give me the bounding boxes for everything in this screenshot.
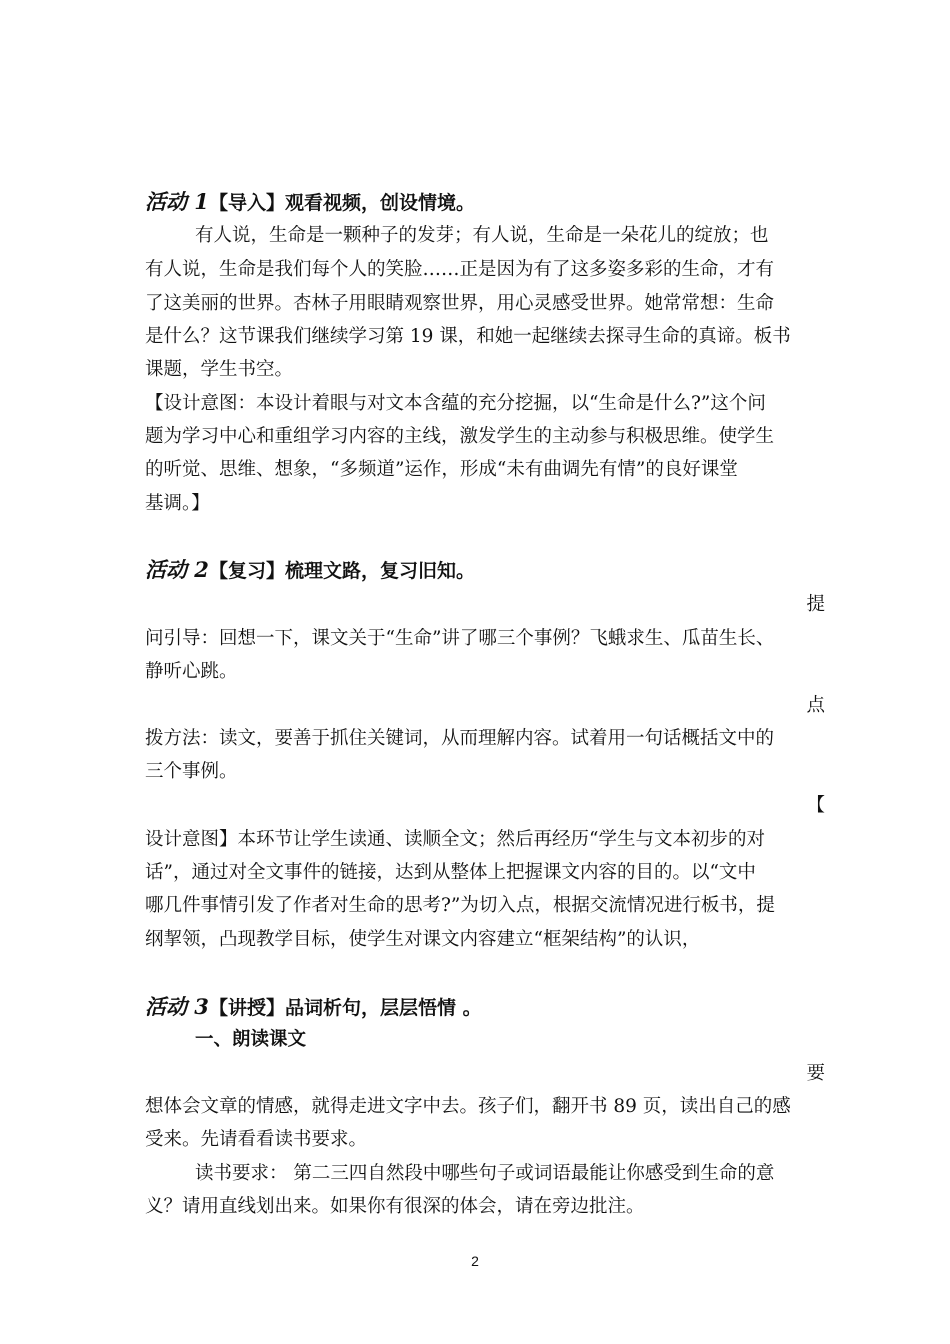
activity2-method-line: 三个事例。 <box>145 761 238 782</box>
activity3-requirement-line: 义？请用直线划出来。如果你有很深的体会，请在旁边批注。 <box>145 1196 645 1217</box>
activity3-reading-line: 受来。先请看看读书要求。 <box>145 1129 368 1150</box>
activity1-para-line: 是什么？这节课我们继续学习第 19 课，和她一起继续去探寻生命的真谛。板书 <box>145 326 791 347</box>
activity1-title: 观看视频，创设情境。 <box>284 192 475 214</box>
activity2-question-start: 提 <box>806 594 825 615</box>
activity1-heading <box>145 188 825 216</box>
activity2-title: 梳理文路，复习旧知。 <box>284 560 475 582</box>
activity2-intent-line: 设计意图】本环节让学生读通、读顺全文；然后再经历“学生与文本初步的对 <box>145 829 765 850</box>
activity1-intent-line: 基调。】 <box>145 493 210 514</box>
activity3-label: 活动 3 <box>145 994 209 1019</box>
activity3-heading <box>145 993 825 1021</box>
activity2-intent-line: 话”，通过对全文事件的链接，达到从整体上把握课文内容的目的。以“文中 <box>145 862 756 883</box>
activity3-tag: 【讲授】 <box>208 997 285 1019</box>
page-number: 2 <box>471 1253 479 1269</box>
activity1-intent-line: 的听觉、思维、想象，“多频道”运作，形成“未有曲调先有情”的良好课堂 <box>145 459 738 480</box>
activity2-intent-line: 纲挈领，凸现教学目标，使学生对课文内容建立“框架结构”的认识， <box>145 929 701 950</box>
activity1-label: 活动 1 <box>145 189 209 214</box>
activity3-reading-line: 想体会文章的情感，就得走进文字中去。孩子们，翻开书 89 页，读出自己的感 <box>145 1096 791 1117</box>
activity3-requirement-line: 读书要求： 第二三四自然段中哪些句子或词语最能让你感受到生命的意 <box>195 1163 775 1184</box>
activity1-para-line: 有人说，生命是一颗种子的发芽；有人说，生命是一朵花儿的绽放；也 <box>195 225 769 246</box>
activity1-intent-line: 【设计意图：本设计着眼与对文本含蕴的充分挖掘，以“生命是什么?”这个问 <box>145 393 766 414</box>
activity2-tag: 【复习】 <box>208 560 285 582</box>
activity2-label: 活动 2 <box>145 557 209 582</box>
activity2-question-line: 问引导：回想一下，课文关于“生命”讲了哪三个事例？飞蛾求生、瓜苗生长、 <box>145 628 775 649</box>
activity3-subheading: 一、朗读课文 <box>195 1029 307 1050</box>
activity1-tag: 【导入】 <box>208 192 285 214</box>
activity2-intent-start: 【 <box>806 795 825 816</box>
activity1-intent-line: 题为学习中心和重组学习内容的主线，激发学生的主动参与积极思维。使学生 <box>145 426 775 447</box>
activity2-method-line: 拨方法：读文，要善于抓住关键词，从而理解内容。试着用一句话概括文中的 <box>145 728 775 749</box>
activity1-para-line: 有人说，生命是我们每个人的笑脸……正是因为有了这多姿多彩的生命，才有 <box>145 259 775 280</box>
activity2-heading <box>145 556 825 584</box>
activity3-reading-start: 要 <box>806 1063 825 1084</box>
activity2-intent-line: 哪几件事情引发了作者对生命的思考?”为切入点，根据交流情况进行板书，提 <box>145 895 775 916</box>
activity1-para-line: 课题，学生书空。 <box>145 359 294 380</box>
activity3-title: 品词析句，层层悟情 。 <box>284 997 482 1019</box>
activity2-method-start: 点 <box>806 695 825 716</box>
activity1-para-line: 了这美丽的世界。杏林子用眼睛观察世界，用心灵感受世界。她常常想：生命 <box>145 293 775 314</box>
activity2-question-line: 静听心跳。 <box>145 661 238 682</box>
